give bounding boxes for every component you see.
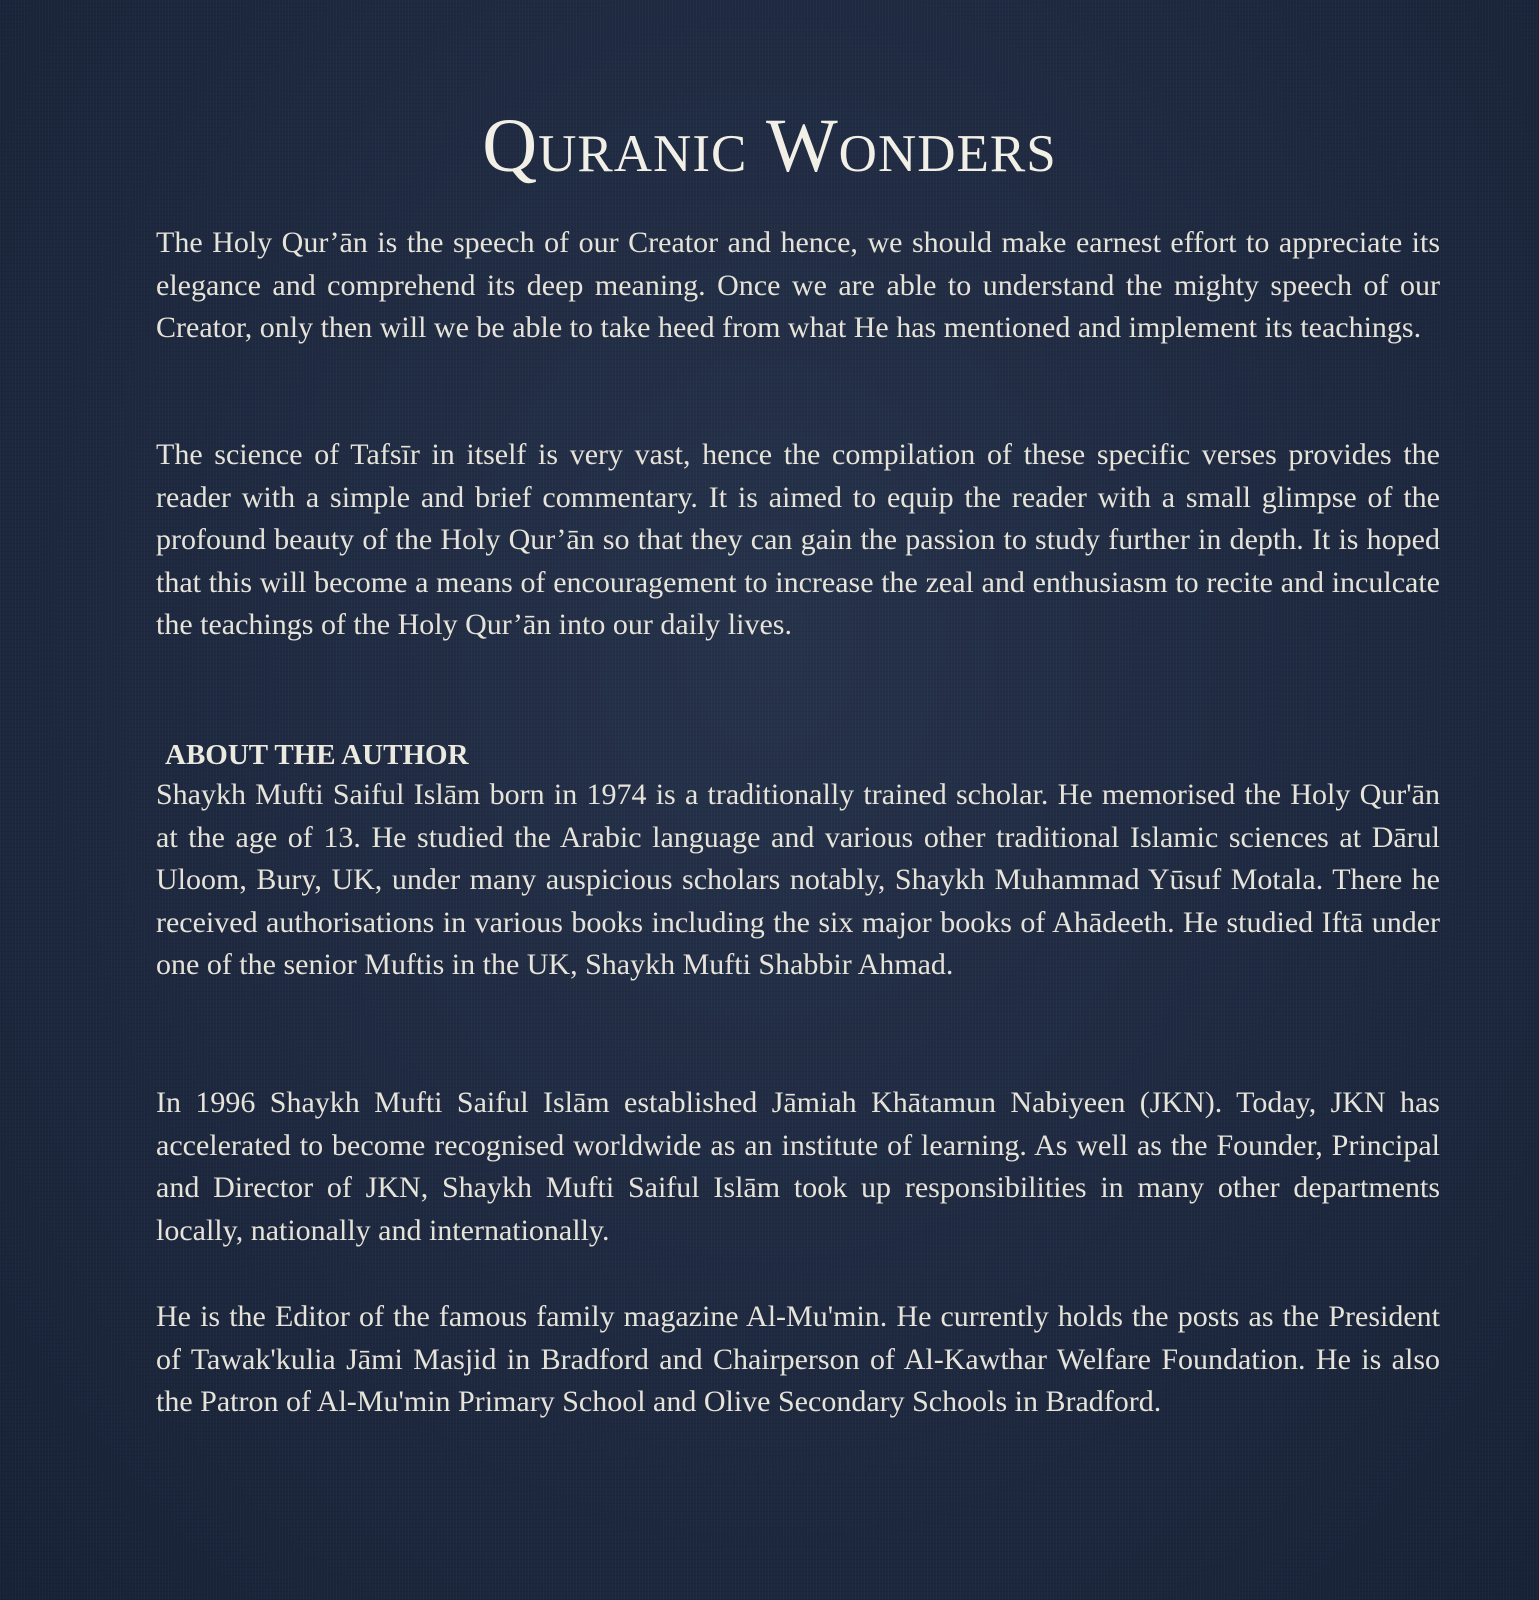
author-paragraph-1: Shaykh Mufti Saiful Islām born in 1974 is a traditionally trained scholar. He memorised the Holy Qur'ān at the age of 13. He studied the Arabic language and various other traditional Islamic sciences at Dārul Uloom, Bury, UK, under many auspicious scholars notably, Shaykh Muhammad Yūsuf Motala. There he received authorisations in various books including the six major books of Ahādeeth. He studied Iftā under one of the senior Muftis in the UK, Shaykh Mufti Shabbir Ahmad. bbox=[156, 778, 1440, 981]
author-paragraph-3: He is the Editor of the famous family magazine Al-Mu'min. He currently holds the posts as the President of Tawak'kulia Jāmi Masjid in Bradford and Chairperson of Al-Kawthar Welfare Foundation. He is also the Patron of Al-Mu'min Primary School and Olive Secondary Schools in Bradford. bbox=[156, 1300, 1440, 1418]
intro-paragraph-2: The science of Tafsīr in itself is very vast, hence the compilation of these specific verses provides the reader with a simple and brief commentary. It is aimed to equip the reader with a small glimpse of the profound beauty of the Holy Qur’ān so that they can gain the passion to study further in depth. It is hoped that this will become a means of encouragement to increase the zeal and enthusiasm to recite and inculcate the teachings of the Holy Qur’ān into our daily lives. bbox=[156, 438, 1440, 641]
about-author-heading: ABOUT THE AUTHOR bbox=[165, 739, 469, 771]
author-paragraph-2: In 1996 Shaykh Mufti Saiful Islām established Jāmiah Khātamun Nabiyeen (JKN). Today, JKN has accelerated to become recognised worldwide as an institute of learning. As well as the Founder, Principal and Director of JKN, Shaykh Mufti Saiful Islām took up responsibilities in many other departments locally, nationally and internationally. bbox=[156, 1086, 1440, 1247]
book-title: Quranic Wonders bbox=[482, 104, 1057, 188]
intro-paragraph-1: The Holy Qur’ān is the speech of our Creator and hence, we should make earnest effort to appreciate its elegance and comprehend its deep meaning. Once we are able to understand the mighty speech of our Creator, only then will we be able to take heed from what He has mentioned and implement its teachings. bbox=[156, 226, 1440, 344]
